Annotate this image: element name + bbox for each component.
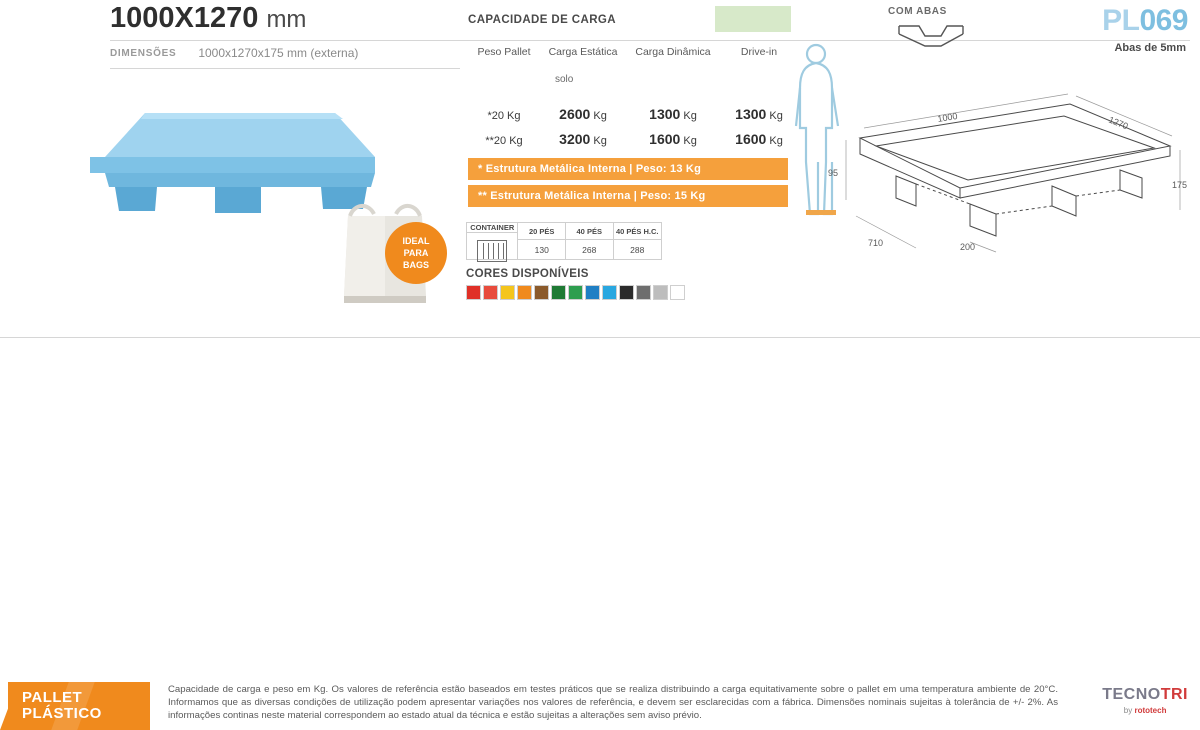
- cell-carga-estatica: [540, 106, 626, 122]
- cell-peso-pallet: **20 Kg: [485, 135, 523, 147]
- color-swatch[interactable]: [500, 285, 515, 300]
- logo-line-1: PALLET: [22, 689, 83, 706]
- cell-drive-in: [720, 106, 798, 122]
- table-row: [468, 106, 798, 122]
- note-ribbon-1: * Estrutura Metálica Interna | Peso: 13 Kg: [468, 158, 788, 180]
- technical-drawing: [820, 80, 1195, 320]
- cell-drive-in: [720, 131, 798, 147]
- dim-label-200: 200: [960, 242, 976, 252]
- container-col-40pes: [566, 223, 614, 259]
- dim-label-1000: 1000: [936, 110, 959, 124]
- tecnotri-brand: [1102, 686, 1188, 715]
- color-swatch[interactable]: [466, 285, 481, 300]
- dim-label-1270: 1270: [1107, 114, 1130, 132]
- dim-label-95: 95: [828, 168, 839, 178]
- unit-drivein: Kg: [769, 110, 783, 122]
- abas-profile-icon: [895, 20, 967, 54]
- legal-text: Capacidade de carga e peso em Kg. Os valores de referência estão baseados em testes práticos que se realiza distribuindo a carga equitativamente sobre o pallet em uma temperatura ambiente de 20°C. Informamos que as diversas condições de utilização podem apresentar variações nos valores de referência, e devem ser esclarecidas com a fábrica. Dimensões nominais sujeitas à tolerância de +/- 2%. As informações continas neste material correspondem ao estado atual da técnica e estão sujeitas a alterações sem aviso prévio.: [168, 684, 1058, 721]
- container-head-40pes-hc: 40 PÉS H.C.: [614, 223, 662, 240]
- cell-peso-pallet: *20 Kg: [487, 110, 521, 122]
- badge-line-2: PARA: [403, 248, 429, 258]
- container-table: [466, 222, 662, 260]
- value-drivein: 1300: [735, 106, 767, 122]
- dimensions-row: [110, 46, 460, 60]
- divider-dimensions: [110, 68, 460, 69]
- product-code: [1102, 4, 1188, 38]
- divider-top: [110, 40, 1190, 41]
- unit-dinamica: Kg: [683, 135, 697, 147]
- abas-title: COM ABAS: [888, 6, 947, 17]
- container-col-40pes-hc: [614, 223, 662, 259]
- unit-estatica: Kg: [593, 135, 607, 147]
- color-swatch[interactable]: [602, 285, 617, 300]
- badge-line-3: BAGS: [402, 260, 429, 270]
- color-swatch[interactable]: [585, 285, 600, 300]
- cell-carga-dinamica: [626, 106, 720, 122]
- brand-rototech: rototech: [1134, 706, 1167, 715]
- brand-name-part2: TRI: [1160, 686, 1188, 703]
- pallet-plastico-logo: [0, 682, 150, 730]
- logo-line-2: PLÁSTICO: [22, 705, 102, 722]
- drive-in-highlight: [715, 6, 791, 32]
- dim-label-175: 175: [1172, 180, 1188, 190]
- color-swatch[interactable]: [568, 285, 583, 300]
- title-unit: mm: [266, 6, 307, 33]
- unit-dinamica: Kg: [683, 110, 697, 122]
- container-label: CONTAINER: [467, 223, 517, 233]
- color-swatch[interactable]: [619, 285, 634, 300]
- page-title: [110, 4, 460, 33]
- color-swatch[interactable]: [636, 285, 651, 300]
- cell-carga-estatica: [540, 131, 626, 147]
- colors-title: CORES DISPONÍVEIS: [466, 268, 589, 280]
- container-value-40pes-hc: 288: [630, 244, 645, 255]
- value-drivein: 1600: [735, 131, 767, 147]
- color-swatch[interactable]: [551, 285, 566, 300]
- color-swatch[interactable]: [653, 285, 668, 300]
- note-ribbon-2: ** Estrutura Metálica Interna | Peso: 15 Kg: [468, 185, 788, 207]
- dim-label-710: 710: [868, 238, 884, 248]
- color-swatch[interactable]: [517, 285, 532, 300]
- cell-carga-dinamica: [626, 131, 720, 147]
- capacity-header-row: [468, 46, 798, 58]
- container-col-20pes: [518, 223, 566, 259]
- ideal-para-bags-badge: [385, 222, 447, 284]
- value-dinamica: 1600: [649, 131, 681, 147]
- capacity-col-drive-in: Drive-in: [740, 46, 778, 58]
- unit-drivein: Kg: [769, 135, 783, 147]
- unit-estatica: Kg: [593, 110, 607, 122]
- container-icon: [477, 240, 507, 262]
- product-code-number: 069: [1139, 4, 1188, 37]
- capacity-title: CAPACIDADE DE CARGA: [468, 14, 616, 26]
- container-head-20pes: 20 PÉS: [518, 223, 565, 240]
- color-swatch[interactable]: [534, 285, 549, 300]
- value-estatica: 2600: [559, 106, 591, 122]
- footer: [0, 338, 1200, 722]
- value-estatica: 3200: [559, 131, 591, 147]
- value-dinamica: 1300: [649, 106, 681, 122]
- color-swatch[interactable]: [483, 285, 498, 300]
- capacity-subnote-solo: solo: [555, 74, 574, 85]
- badge-line-1: IDEAL: [402, 236, 430, 246]
- dimensions-value: 1000x1270x175 mm (externa): [198, 46, 359, 60]
- table-row: [468, 131, 798, 147]
- product-code-prefix: PL: [1102, 4, 1140, 37]
- brand-name-part1: TECNO: [1102, 686, 1161, 703]
- color-swatches: [466, 285, 685, 300]
- title-size: 1000X1270: [110, 2, 259, 34]
- container-value-40pes: 268: [582, 244, 597, 255]
- capacity-col-carga-dinamica: Carga Dinâmica: [635, 46, 711, 58]
- capacity-col-carga-estatica: Carga Estática: [548, 46, 618, 58]
- container-icon-cell: [467, 223, 518, 259]
- abas-subtitle: Abas de 5mm: [1114, 42, 1186, 54]
- brand-by: by: [1123, 706, 1133, 715]
- container-value-20pes: 130: [534, 244, 549, 255]
- capacity-col-peso-pallet: Peso Pallet: [477, 46, 531, 58]
- container-head-40pes: 40 PÉS: [566, 223, 613, 240]
- color-swatch[interactable]: [670, 285, 685, 300]
- dimensions-label: DIMENSÕES: [110, 47, 177, 59]
